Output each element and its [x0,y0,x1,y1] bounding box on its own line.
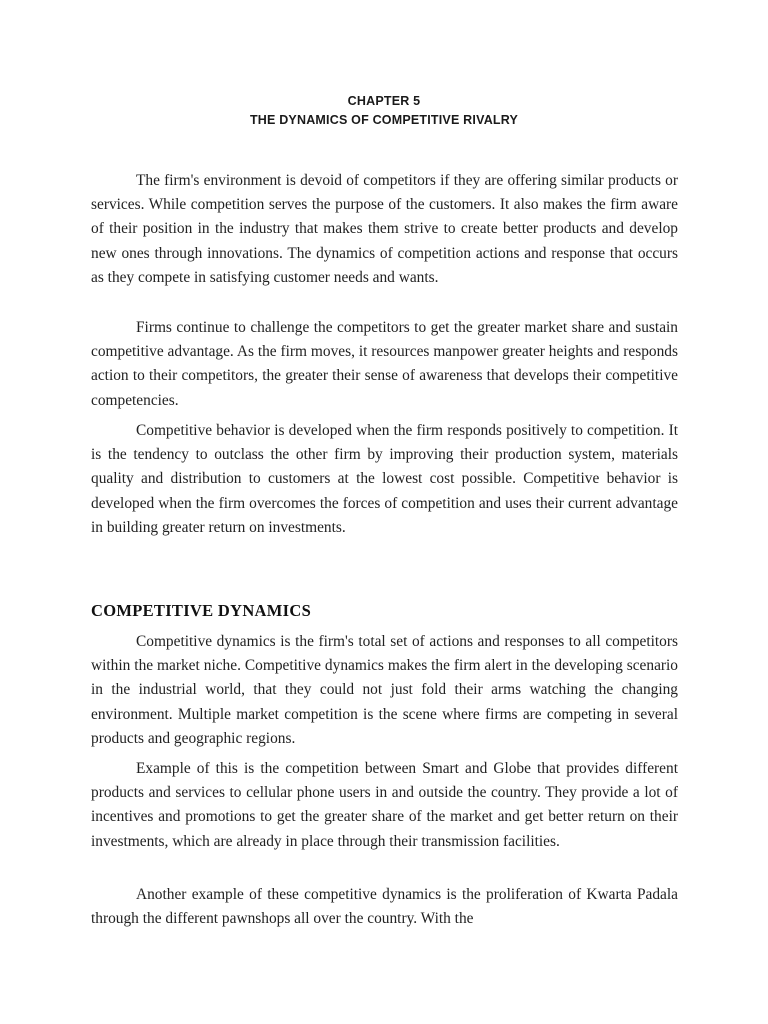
paragraph: Competitive behavior is developed when the firm responds positively to competition. It is the tendency to outclass the other firm by improving their production system, materials quality and distribution to customers at the lowest cost possible. Competitive behavior is developed when the firm overcomes the forces of competition and uses their current advantage in building greater return on investments. [91,422,678,536]
paragraph: Example of this is the competition between Smart and Globe that provides different products and services to cellular phone users in and outside the country. They provide a lot of incentives and promotions to get the greater share of the market and get better return on their investments, which are already in place through their transmission facilities. [91,760,678,850]
chapter-number: CHAPTER 5 [347,94,421,108]
paragraph: Another example of these competitive dynamics is the proliferation of Kwarta Padala through the different pawnshops all over the country. With the [91,886,678,928]
chapter-title: THE DYNAMICS OF COMPETITIVE RIVALRY [249,113,519,127]
paragraph: Competitive dynamics is the firm's total set of actions and responses to all competitors within the market niche. Competitive dynamics makes the firm alert in the developing scenario in the industrial world, that they could not just fold their arms watching the changing environment. Multiple market competition is the scene where firms are competing in several products and geographic regions. [91,633,678,747]
paragraph: The firm's environment is devoid of competitors if they are offering similar products or services. While competition serves the purpose of the customers. It also makes the firm aware of their position in the industry that makes them strive to create better products and develop new ones through innovations. The dynamics of competition actions and response that occurs as they compete in satisfying customer needs and wants. [91,172,678,286]
section-heading: COMPETITIVE DYNAMICS [91,601,312,620]
paragraph: Firms continue to challenge the competitors to get the greater market share and sustain competitive advantage. As the firm moves, it resources manpower greater heights and responds action to their competitors, the greater their sense of awareness that develops their competitive competencies. [91,319,678,409]
